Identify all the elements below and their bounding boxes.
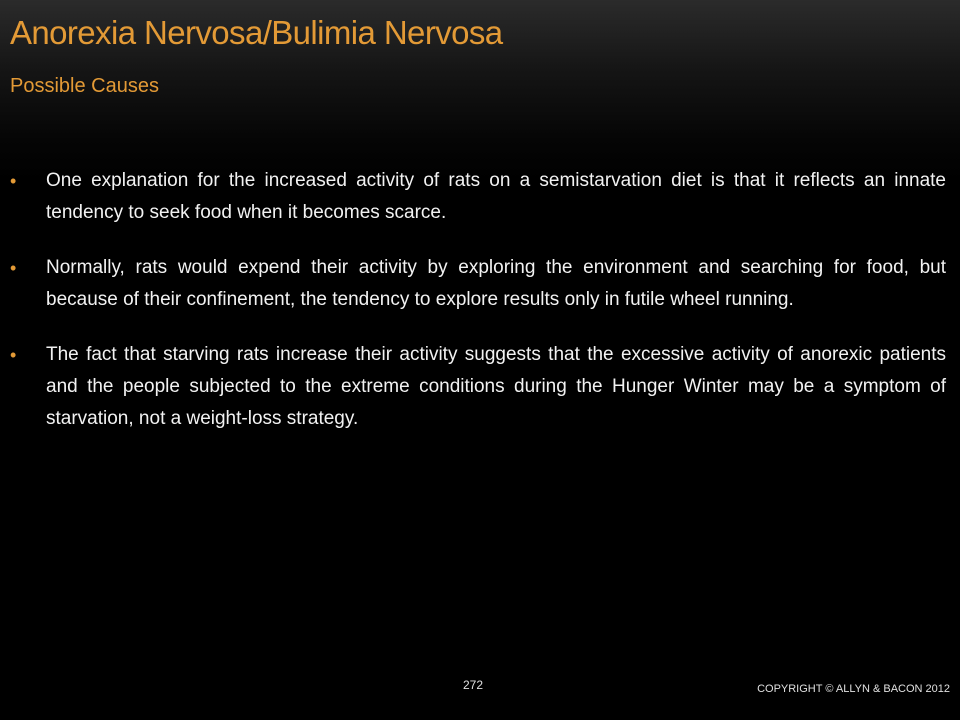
slide-title: Anorexia Nervosa/Bulimia Nervosa: [10, 14, 503, 51]
bullet-list: [10, 165, 946, 458]
bullet-dot-icon: •: [10, 345, 17, 365]
slide-subtitle: Possible Causes: [10, 75, 159, 97]
bullet-dot-icon: •: [10, 258, 17, 278]
bullet-item: [10, 339, 946, 435]
page-number: 272: [463, 678, 484, 692]
copyright-notice: COPYRIGHT © ALLYN & BACON 2012: [757, 683, 950, 695]
bullet-item: [10, 252, 946, 316]
bullet-dot-icon: •: [10, 171, 17, 191]
bullet-item: [10, 165, 946, 229]
bullet-text: Normally, rats would expend their activity by exploring the environment and searching for food, but because of their confinement, the tendency to explore results only in futile wheel running.: [46, 257, 946, 310]
bullet-text: The fact that starving rats increase their activity suggests that the excessive activity of anorexic patients and the people subjected to the extreme conditions during the Hunger Winter may be a symptom of starvation, not a weight-loss strategy.: [46, 344, 946, 429]
bullet-text: One explanation for the increased activity of rats on a semistarvation diet is that it reflects an innate tendency to seek food when it becomes scarce.: [46, 170, 946, 223]
